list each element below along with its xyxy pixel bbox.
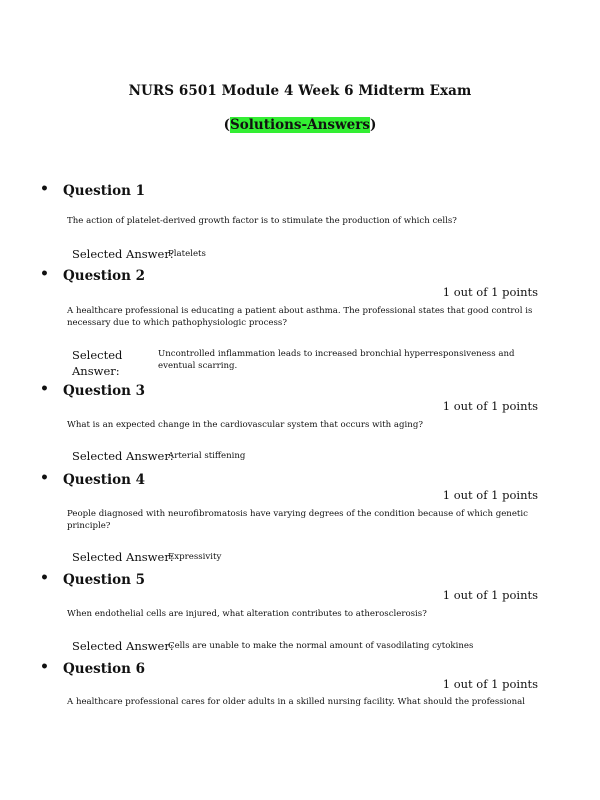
subtitle-highlight: Solutions-Answers bbox=[230, 117, 370, 133]
points-score: 1 out of 1 points bbox=[442, 488, 538, 502]
points-score: 1 out of 1 points bbox=[442, 677, 538, 691]
question-title: Question 3 bbox=[63, 383, 146, 399]
bullet-icon: • bbox=[40, 181, 49, 197]
question-text: When endothelial cells are injured, what alteration contributes to atherosclerosis? bbox=[67, 609, 427, 619]
points-score: 1 out of 1 points bbox=[442, 285, 538, 299]
question-text: People diagnosed with neurofibromatosis have varying degrees of the condition because of which genetic principle? bbox=[67, 509, 528, 531]
selected-answer-label: Selected Answer: bbox=[72, 247, 174, 261]
bullet-icon: • bbox=[40, 381, 49, 397]
question-title: Question 5 bbox=[63, 572, 146, 588]
selected-answer-label: Selected Answer: bbox=[72, 449, 174, 463]
question-text: A healthcare professional cares for older adults in a skilled nursing facility. What should the professional bbox=[67, 697, 525, 707]
selected-answer-label: Selected Answer: bbox=[72, 639, 174, 653]
question-text: A healthcare professional is educating a patient about asthma. The professional states that good control is necessary due to which pathophysiologic process? bbox=[67, 306, 533, 328]
selected-answer-value: Cells are unable to make the normal amount of vasodilating cytokines bbox=[168, 641, 474, 651]
bullet-icon: • bbox=[40, 570, 49, 586]
bullet-icon: • bbox=[40, 659, 49, 675]
points-score: 1 out of 1 points bbox=[442, 399, 538, 413]
points-score: 1 out of 1 points bbox=[442, 588, 538, 602]
selected-answer-value: Uncontrolled inflammation leads to increased bronchial hyperresponsiveness and eventual scarring. bbox=[158, 349, 515, 371]
question-title: Question 1 bbox=[63, 183, 146, 199]
selected-answer-value: Expressivity bbox=[168, 552, 222, 562]
question-title: Question 2 bbox=[63, 268, 146, 284]
bullet-icon: • bbox=[40, 266, 49, 282]
question-text: The action of platelet-derived growth factor is to stimulate the production of which cells? bbox=[67, 216, 457, 226]
selected-answer-label: Selected Answer: bbox=[72, 348, 123, 378]
selected-answer-label: Selected Answer: bbox=[72, 550, 174, 564]
selected-answer-value: Platelets bbox=[168, 249, 206, 259]
question-title: Question 4 bbox=[63, 472, 146, 488]
bullet-icon: • bbox=[40, 470, 49, 486]
document-title: NURS 6501 Module 4 Week 6 Midterm Exam bbox=[128, 83, 472, 99]
selected-answer-value: Arterial stiffening bbox=[168, 451, 246, 461]
subtitle-open-paren: ( bbox=[223, 117, 231, 133]
subtitle-close-paren: ) bbox=[369, 117, 377, 133]
question-text: What is an expected change in the cardiovascular system that occurs with aging? bbox=[67, 420, 423, 430]
question-title: Question 6 bbox=[63, 661, 146, 677]
document-subtitle bbox=[0, 117, 600, 133]
